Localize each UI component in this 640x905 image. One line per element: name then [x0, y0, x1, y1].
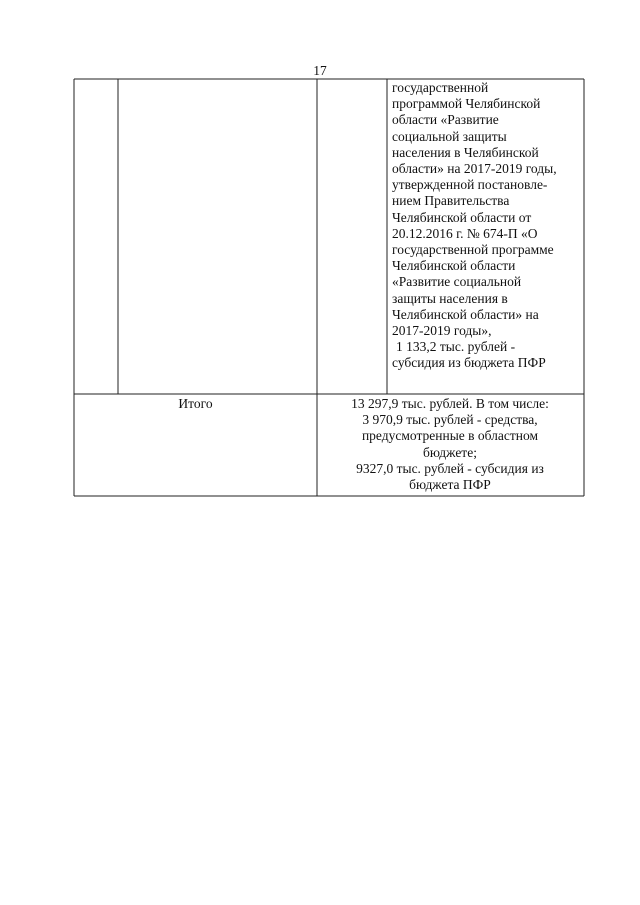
detail-line: утвержденной постановле-: [392, 177, 548, 193]
total-value-cell: [317, 396, 583, 493]
detail-line: государственной: [392, 80, 489, 95]
detail-line: населения в Челябинской: [392, 144, 539, 160]
detail-line: области» на 2017-2019 годы,: [392, 161, 557, 177]
detail-line: защиты населения в: [392, 290, 508, 306]
detail-line: 2017-2019 годы»,: [392, 323, 492, 339]
total-line: бюджета ПФР: [409, 477, 491, 493]
total-line: 3 970,9 тыс. рублей - средства,: [362, 412, 538, 428]
total-line: предусмотренные в областном: [361, 428, 539, 444]
total-line: бюджете;: [423, 444, 477, 460]
detail-line: 20.12.2016 г. № 674-П «О: [392, 225, 538, 241]
total-line: 9327,0 тыс. рублей - субсидия из: [356, 460, 544, 476]
total-label-cell: [75, 396, 316, 412]
detail-line: государственной программе: [392, 242, 554, 258]
detail-line: Челябинской области от: [392, 209, 532, 225]
detail-line: программой Челябинской: [392, 96, 541, 112]
detail-line: 1 133,2 тыс. рублей -: [396, 339, 516, 355]
detail-line: Челябинской области» на: [392, 306, 539, 322]
detail-line: нием Правительства: [392, 193, 510, 209]
detail-line: «Развитие социальной: [392, 274, 522, 290]
page-number: 17: [313, 63, 327, 78]
row-detail-cell: [392, 80, 557, 372]
detail-line: области «Развитие: [392, 112, 499, 128]
detail-line: субсидия из бюджета ПФР: [392, 355, 546, 371]
total-line: 13 297,9 тыс. рублей. В том числе:: [351, 396, 549, 411]
detail-line: социальной защиты: [392, 128, 507, 144]
total-label: Итого: [178, 396, 213, 411]
detail-line: Челябинской области: [392, 258, 516, 274]
